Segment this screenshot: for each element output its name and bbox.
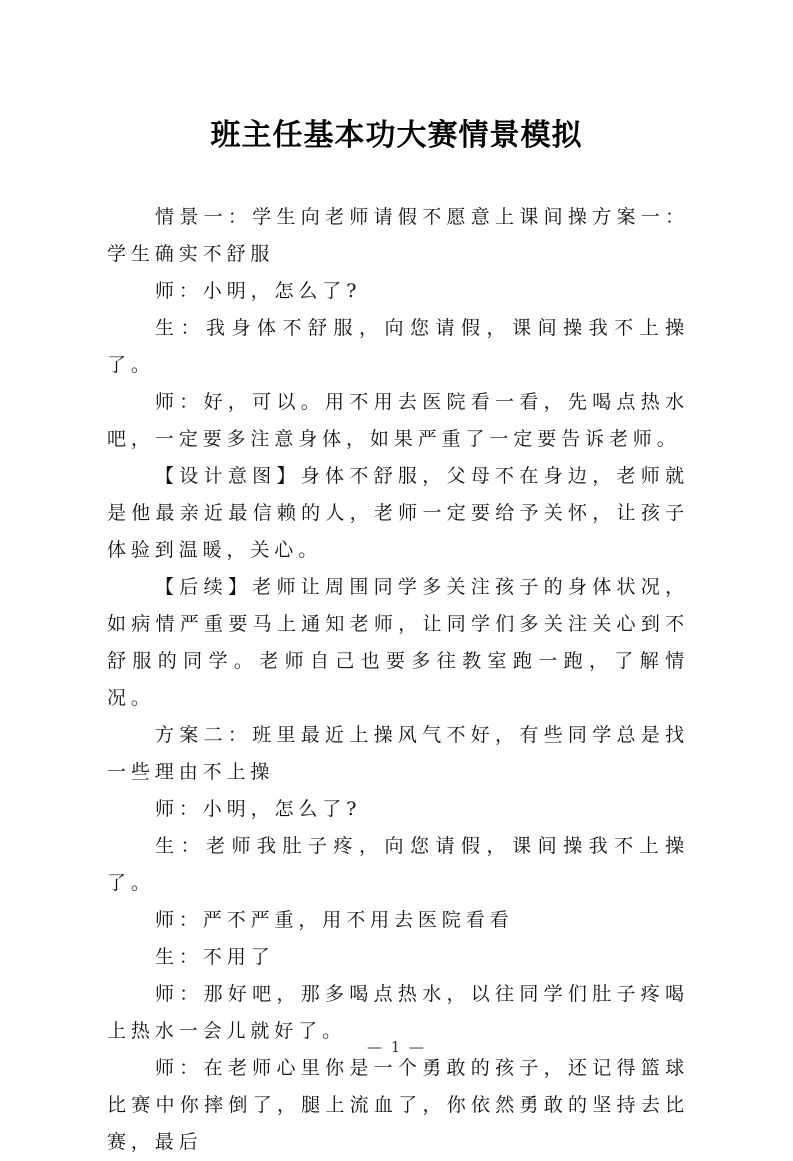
paragraph-dialogue: 师：小明，怎么了? [155,280,362,302]
paragraph-dialogue: 师：在老师心里你是一个勇敢的孩子，还记得篮球比赛中你摔倒了，腿上流血了，你依然勇敢的坚持去比赛，最后 [107,1057,689,1153]
paragraph-scenario-one: 情景一：学生向老师请假不愿意上课间操方案一：学生确实不舒服 [107,206,689,265]
paragraph-dialogue: 生：老师我肚子疼，向您请假，课间操我不上操了。 [107,835,689,894]
paragraph-dialogue: 师：小明，怎么了? [155,798,362,820]
paragraph-dialogue: 师：好，可以。用不用去医院看一看，先喝点热水吧，一定要多注意身体，如果严重了一定要告诉老师。 [107,391,689,450]
paragraph-dialogue: 生：我身体不舒服，向您请假，课间操我不上操了。 [107,317,689,376]
page-number: — 1 — [366,1038,427,1056]
paragraph-design-intent: 【设计意图】身体不舒服，父母不在身边，老师就是他最亲近最信赖的人，老师一定要给予关怀，让孩子体验到温暖，关心。 [107,465,689,561]
paragraph-follow-up: 【后续】老师让周围同学多关注孩子的身体状况，如病情严重要马上通知老师，让同学们多关注关心到不舒服的同学。老师自己也要多往教室跑一跑，了解情况。 [107,576,689,709]
paragraph-dialogue: 师：严不严重，用不用去医院看看 [155,909,514,931]
paragraph-dialogue: 生：不用了 [155,946,275,968]
paragraph-dialogue: 师：那好吧，那多喝点热水，以往同学们肚子疼喝上热水一会儿就好了。 [107,983,689,1042]
paragraph-scenario-two: 方案二：班里最近上操风气不好，有些同学总是找一些理由不上操 [107,724,689,783]
document-title: 班主任基本功大赛情景模拟 [210,118,583,153]
document-body [107,199,689,1161]
